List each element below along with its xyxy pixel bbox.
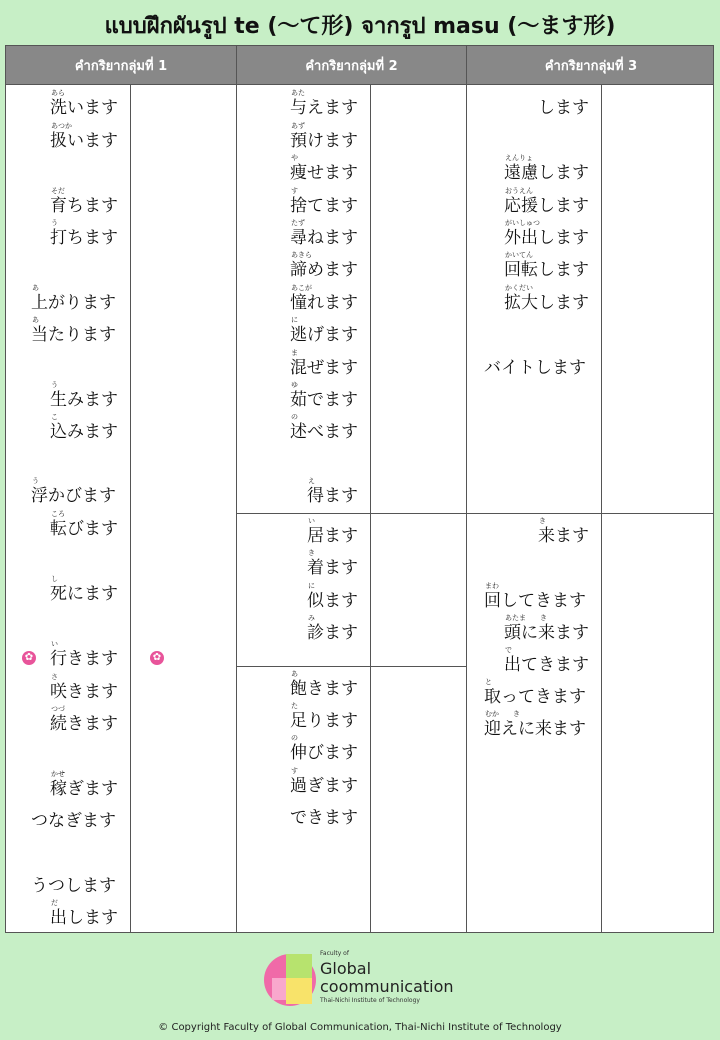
- furigana-group2a-7: に: [291, 316, 298, 324]
- verb-group1-4: 上がります: [31, 293, 116, 313]
- furigana-group2a-3: す: [291, 187, 298, 195]
- furigana-group3a-2: おうえん: [505, 187, 533, 195]
- divider: [236, 46, 237, 933]
- verb-group2a-4: 尋ねます: [290, 228, 358, 248]
- logo-institute-text: Thai-Nichi Institute of Technology: [320, 997, 420, 1004]
- page-title: แบบฝึกผันรูป te (〜て形) จากรูป masu (〜ます形): [104, 14, 616, 39]
- divider: [370, 84, 371, 933]
- header-group-1: คำกริยากลุ่มที่ 1: [6, 46, 236, 84]
- furigana-group3b-2: あたま き: [505, 614, 547, 622]
- furigana-group2a-1: あず: [291, 122, 305, 130]
- furigana-group1-14: かせ: [51, 770, 65, 778]
- furigana-group3b-1: まわ: [485, 582, 499, 590]
- furigana-group1-2: そだ: [51, 187, 65, 195]
- furigana-group2a-2: や: [291, 154, 298, 162]
- divider: [6, 84, 714, 85]
- verb-group2a-7: 逃げます: [290, 325, 358, 345]
- verb-group1-7: 込みます: [50, 422, 118, 442]
- furigana-group2c-3: す: [291, 767, 298, 775]
- verb-group2c-1: 足ります: [290, 711, 358, 731]
- furigana-group2b-3: み: [308, 614, 315, 622]
- header-group-2: คำกริยากลุ่มที่ 2: [237, 46, 466, 84]
- furigana-group3a-5: かくだい: [505, 284, 533, 292]
- verb-group2a-1: 預けます: [290, 131, 358, 151]
- star-icon: ✿: [22, 651, 36, 665]
- verb-group2c-2: 伸びます: [290, 743, 358, 763]
- logo-faculty-text: Faculty of: [320, 950, 349, 957]
- verb-group2c-4: できます: [290, 808, 358, 828]
- divider: [601, 84, 602, 933]
- verb-group3b-5: 迎えに来ます: [484, 719, 586, 739]
- verb-group1-9: 転びます: [50, 519, 118, 539]
- verb-group3a-6: バイトします: [484, 358, 586, 378]
- copyright-text: © Copyright Faculty of Global Communication, Thai-Nichi Institute of Technology: [158, 1022, 562, 1033]
- furigana-group3b-3: で: [505, 646, 512, 654]
- furigana-group3a-4: かいてん: [505, 251, 533, 259]
- furigana-group2a-10: の: [291, 413, 298, 421]
- verb-group1-11: 行きます: [50, 649, 118, 669]
- verb-group1-14: 稼ぎます: [50, 779, 118, 799]
- furigana-group3b-5: むか き: [485, 710, 520, 718]
- furigana-group1-10: し: [51, 575, 58, 583]
- verb-group2b-0: 居ます: [307, 526, 358, 546]
- furigana-group1-13: つづ: [51, 705, 65, 713]
- furigana-group2a-8: ま: [291, 349, 298, 357]
- logo-global-text: Global: [320, 959, 372, 978]
- verb-group1-10: 死にます: [50, 584, 118, 604]
- furigana-group3a-1: えんりょ: [505, 154, 533, 162]
- furigana-group1-17: だ: [51, 899, 58, 907]
- furigana-group1-1: あつか: [51, 122, 72, 130]
- furigana-group3b-4: と: [485, 678, 492, 686]
- furigana-group1-0: あら: [51, 89, 65, 97]
- divider: [236, 666, 467, 667]
- furigana-group1-5: あ: [32, 316, 39, 324]
- verb-group2b-2: 似ます: [307, 591, 358, 611]
- verb-group3a-0: します: [538, 98, 589, 118]
- verb-group1-2: 育ちます: [50, 196, 118, 216]
- furigana-group1-7: こ: [51, 413, 58, 421]
- furigana-group2c-1: た: [291, 702, 298, 710]
- furigana-group2a-5: あきら: [291, 251, 312, 259]
- verb-group1-17: 出します: [50, 908, 118, 928]
- verb-group1-5: 当たります: [31, 325, 116, 345]
- furigana-group1-11: い: [51, 640, 58, 648]
- verb-group3b-0: 来ます: [538, 526, 589, 546]
- verb-group2a-6: 憧れます: [290, 293, 358, 313]
- furigana-group2a-9: ゆ: [291, 381, 298, 389]
- logo-communication-text: coommunication: [320, 977, 454, 996]
- verb-group3b-4: 取ってきます: [484, 687, 586, 707]
- verb-group2b-1: 着ます: [307, 558, 358, 578]
- verb-group1-3: 打ちます: [50, 228, 118, 248]
- furigana-group2c-0: あ: [291, 670, 298, 678]
- verb-group1-1: 扱います: [50, 131, 118, 151]
- verb-group2a-10: 述べます: [290, 422, 358, 442]
- verb-group1-15: つなぎます: [31, 811, 116, 831]
- verb-group1-16: うつします: [31, 876, 116, 896]
- furigana-group2a-4: たず: [291, 219, 305, 227]
- furigana-group1-12: さ: [51, 673, 58, 681]
- verb-group2a-0: 与えます: [290, 98, 358, 118]
- furigana-group1-8: う: [32, 477, 39, 485]
- verb-group1-0: 洗います: [50, 98, 118, 118]
- furigana-group3a-3: がいしゅつ: [505, 219, 540, 227]
- verb-group2c-0: 飽きます: [290, 679, 358, 699]
- verb-group2a-9: 茹でます: [290, 390, 358, 410]
- verb-group2a-3: 捨てます: [290, 196, 358, 216]
- furigana-group2b-2: に: [308, 582, 315, 590]
- furigana-group1-3: う: [51, 219, 58, 227]
- header-group-3: คำกริยากลุ่มที่ 3: [467, 46, 714, 84]
- divider: [236, 513, 714, 514]
- faculty-logo: [262, 950, 462, 1010]
- furigana-group2a-11: え: [308, 477, 315, 485]
- verb-group3b-1: 回してきます: [484, 591, 586, 611]
- verb-group1-12: 咲きます: [50, 682, 118, 702]
- divider: [466, 46, 467, 933]
- verb-group2c-3: 過ぎます: [290, 776, 358, 796]
- furigana-group2a-6: あこが: [291, 284, 312, 292]
- furigana-group2b-0: い: [308, 517, 315, 525]
- verb-group3b-2: 頭に来ます: [504, 623, 589, 643]
- star-icon: ✿: [150, 651, 164, 665]
- verb-group2a-2: 痩せます: [290, 163, 358, 183]
- furigana-group1-9: ころ: [51, 510, 65, 518]
- verb-group3a-2: 応援します: [504, 196, 589, 216]
- furigana-group2b-1: き: [308, 549, 315, 557]
- verb-group2a-11: 得ます: [307, 486, 358, 506]
- conjugation-table: [5, 45, 714, 933]
- verb-group3b-3: 出てきます: [504, 655, 589, 675]
- verb-group1-8: 浮かびます: [31, 486, 116, 506]
- verb-group3a-3: 外出します: [504, 228, 589, 248]
- divider: [130, 84, 131, 933]
- verb-group3a-1: 遠慮します: [504, 163, 589, 183]
- verb-group2a-8: 混ぜます: [290, 358, 358, 378]
- furigana-group2a-0: あた: [291, 89, 305, 97]
- logo-mark-icon: [262, 950, 318, 1006]
- verb-group2a-5: 諦めます: [290, 260, 358, 280]
- verb-group3a-4: 回転します: [504, 260, 589, 280]
- verb-group1-6: 生みます: [50, 390, 118, 410]
- verb-group1-13: 続きます: [50, 714, 118, 734]
- furigana-group3b-0: き: [539, 517, 546, 525]
- furigana-group1-4: あ: [32, 284, 39, 292]
- verb-group3a-5: 拡大します: [504, 293, 589, 313]
- verb-group2b-3: 診ます: [307, 623, 358, 643]
- furigana-group1-6: う: [51, 381, 58, 389]
- furigana-group2c-2: の: [291, 734, 298, 742]
